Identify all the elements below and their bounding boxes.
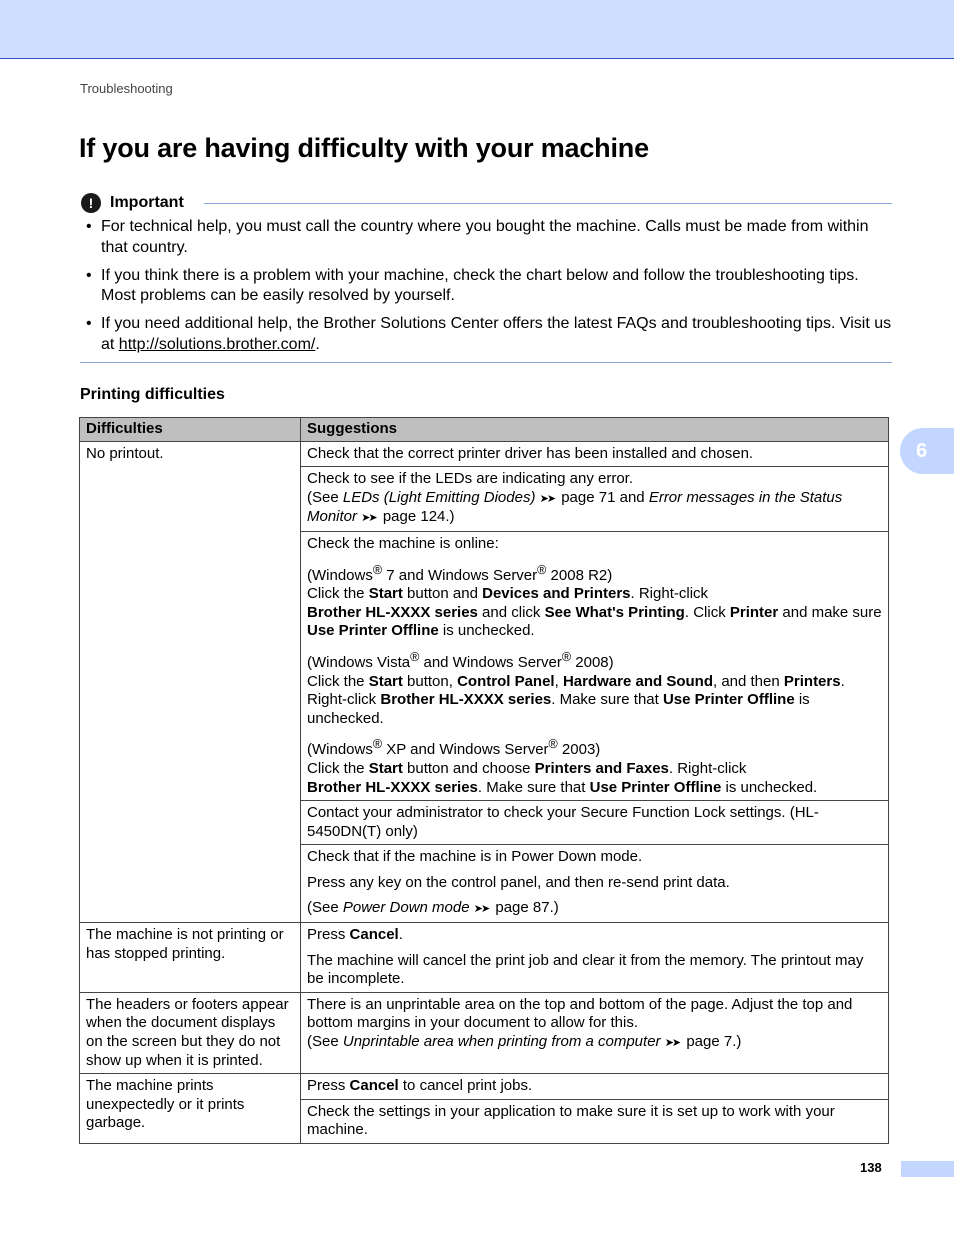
difficulty-cell: The machine is not printing or has stopped printing. bbox=[80, 923, 301, 993]
difficulty-cell: No printout. bbox=[80, 441, 301, 922]
suggestion-text: Press any key on the control panel, and then re-send print data. bbox=[307, 873, 730, 891]
footer-bar bbox=[901, 1161, 954, 1177]
exclamation-icon: ! bbox=[81, 193, 101, 213]
important-bottom-divider bbox=[80, 362, 892, 363]
suggestion-text: Check the machine is online: bbox=[307, 534, 499, 552]
difficulty-cell: The machine prints unexpectedly or it prints garbage. bbox=[80, 1074, 301, 1144]
bullet-text: If you need additional help, the Brother Solutions Center offers the latest FAQs and troubleshooting tips. Visit us at bbox=[101, 315, 892, 353]
important-bullet: • For technical help, you must call the country where you bought the machine. Calls must be made from within that country. bbox=[80, 217, 892, 258]
reference-title: LEDs (Light Emitting Diodes) bbox=[342, 488, 536, 506]
page-number: 138 bbox=[860, 1160, 882, 1175]
suggestion-reference: (See Power Down mode ➤➤ page 87.) bbox=[307, 899, 559, 917]
solutions-center-link[interactable]: http://solutions.brother.com/ bbox=[118, 335, 316, 353]
important-bullet: • If you think there is a problem with your machine, check the chart below and follow the troubleshooting tips. Most problems can be easily resolved by yourself. bbox=[80, 266, 892, 307]
column-header-suggestions: Suggestions bbox=[301, 418, 889, 442]
important-header bbox=[80, 192, 892, 216]
difficulty-cell: The headers or footers appear when the document displays on the screen but they do not show up when it is printed. bbox=[80, 992, 301, 1073]
suggestion-cell: Contact your administrator to check your Secure Function Lock settings. (HL-5450DN(T) only) bbox=[301, 801, 889, 845]
suggestion-text: There is an unprintable area on the top and bottom of the page. Adjust the top and bottom margins in your document to allow for this. bbox=[307, 995, 853, 1032]
section-title: Printing difficulties bbox=[80, 386, 225, 403]
windows-xp-instructions: (Windows® XP and Windows Server® 2003) Click the Start button and choose Printers and Faxes. Right-click Brother HL-XXXX series. Make sure that Use Printer Offline is unchecked. bbox=[307, 737, 818, 796]
suggestion-cell bbox=[301, 467, 889, 532]
breadcrumb: Troubleshooting bbox=[80, 81, 173, 96]
suggestion-text: Check that if the machine is in Power Down mode. bbox=[307, 848, 643, 866]
double-arrow-icon: ➤➤ bbox=[473, 903, 489, 916]
suggestion-cell bbox=[301, 992, 889, 1073]
windows7-instructions: (Windows® 7 and Windows Server® 2008 R2) Click the Start button and Devices and Printers. Right-click Brother HL-XXXX series and click See What's Printing. Click Printer and make sure Use Printer Offline is unchecked. bbox=[307, 562, 882, 640]
suggestion-text: The machine will cancel the print job and clear it from the memory. The printout may be incomplete. bbox=[307, 951, 864, 988]
windows-vista-instructions: (Windows Vista® and Windows Server® 2008) Click the Start button, Control Panel, Hardware and Sound, and then Printers. Right-click Brother HL-XXXX series. Make sure that Use Printer Offline is unchecked. bbox=[307, 649, 845, 727]
double-arrow-icon: ➤➤ bbox=[539, 492, 555, 505]
bullet-suffix: . bbox=[315, 335, 320, 353]
important-box bbox=[80, 192, 892, 363]
table-header-row bbox=[80, 418, 889, 442]
suggestion-reference: (See LEDs (Light Emitting Diodes) ➤➤ page 71 and Error messages in the Status Monitor ➤➤ page 124.) bbox=[307, 488, 843, 526]
important-divider bbox=[204, 203, 892, 204]
reference-title: Error messages in the Status Monitor bbox=[307, 488, 843, 526]
table-row bbox=[80, 992, 889, 1073]
suggestion-cell: Press Cancel to cancel print jobs. bbox=[301, 1074, 889, 1100]
header-band bbox=[0, 0, 954, 59]
double-arrow-icon: ➤➤ bbox=[664, 1037, 680, 1050]
chapter-tab: 6 bbox=[900, 428, 954, 474]
suggestion-cell bbox=[301, 531, 889, 800]
suggestion-cell: Check the settings in your application to make sure it is set up to work with your machine. bbox=[301, 1099, 889, 1143]
page-title: If you are having difficulty with your machine bbox=[79, 133, 649, 163]
suggestion-cell bbox=[301, 923, 889, 993]
reference-title: Unprintable area when printing from a computer bbox=[342, 1033, 661, 1051]
table-row bbox=[80, 1074, 889, 1100]
important-list bbox=[80, 217, 892, 355]
important-title: Important bbox=[110, 194, 184, 211]
double-arrow-icon: ➤➤ bbox=[361, 512, 376, 525]
reference-title: Power Down mode bbox=[342, 899, 470, 917]
table-row bbox=[80, 441, 889, 467]
suggestion-cell bbox=[301, 845, 889, 923]
table-row bbox=[80, 923, 889, 993]
suggestion-reference: (See Unprintable area when printing from a computer ➤➤ page 7.) bbox=[307, 1033, 742, 1051]
suggestion-text: Press Cancel. bbox=[307, 926, 403, 944]
suggestion-text: Check to see if the LEDs are indicating any error. bbox=[307, 470, 634, 488]
troubleshooting-table bbox=[79, 417, 889, 1144]
column-header-difficulties: Difficulties bbox=[80, 418, 301, 442]
suggestion-cell: Check that the correct printer driver has been installed and chosen. bbox=[301, 441, 889, 467]
important-bullet bbox=[80, 314, 892, 355]
